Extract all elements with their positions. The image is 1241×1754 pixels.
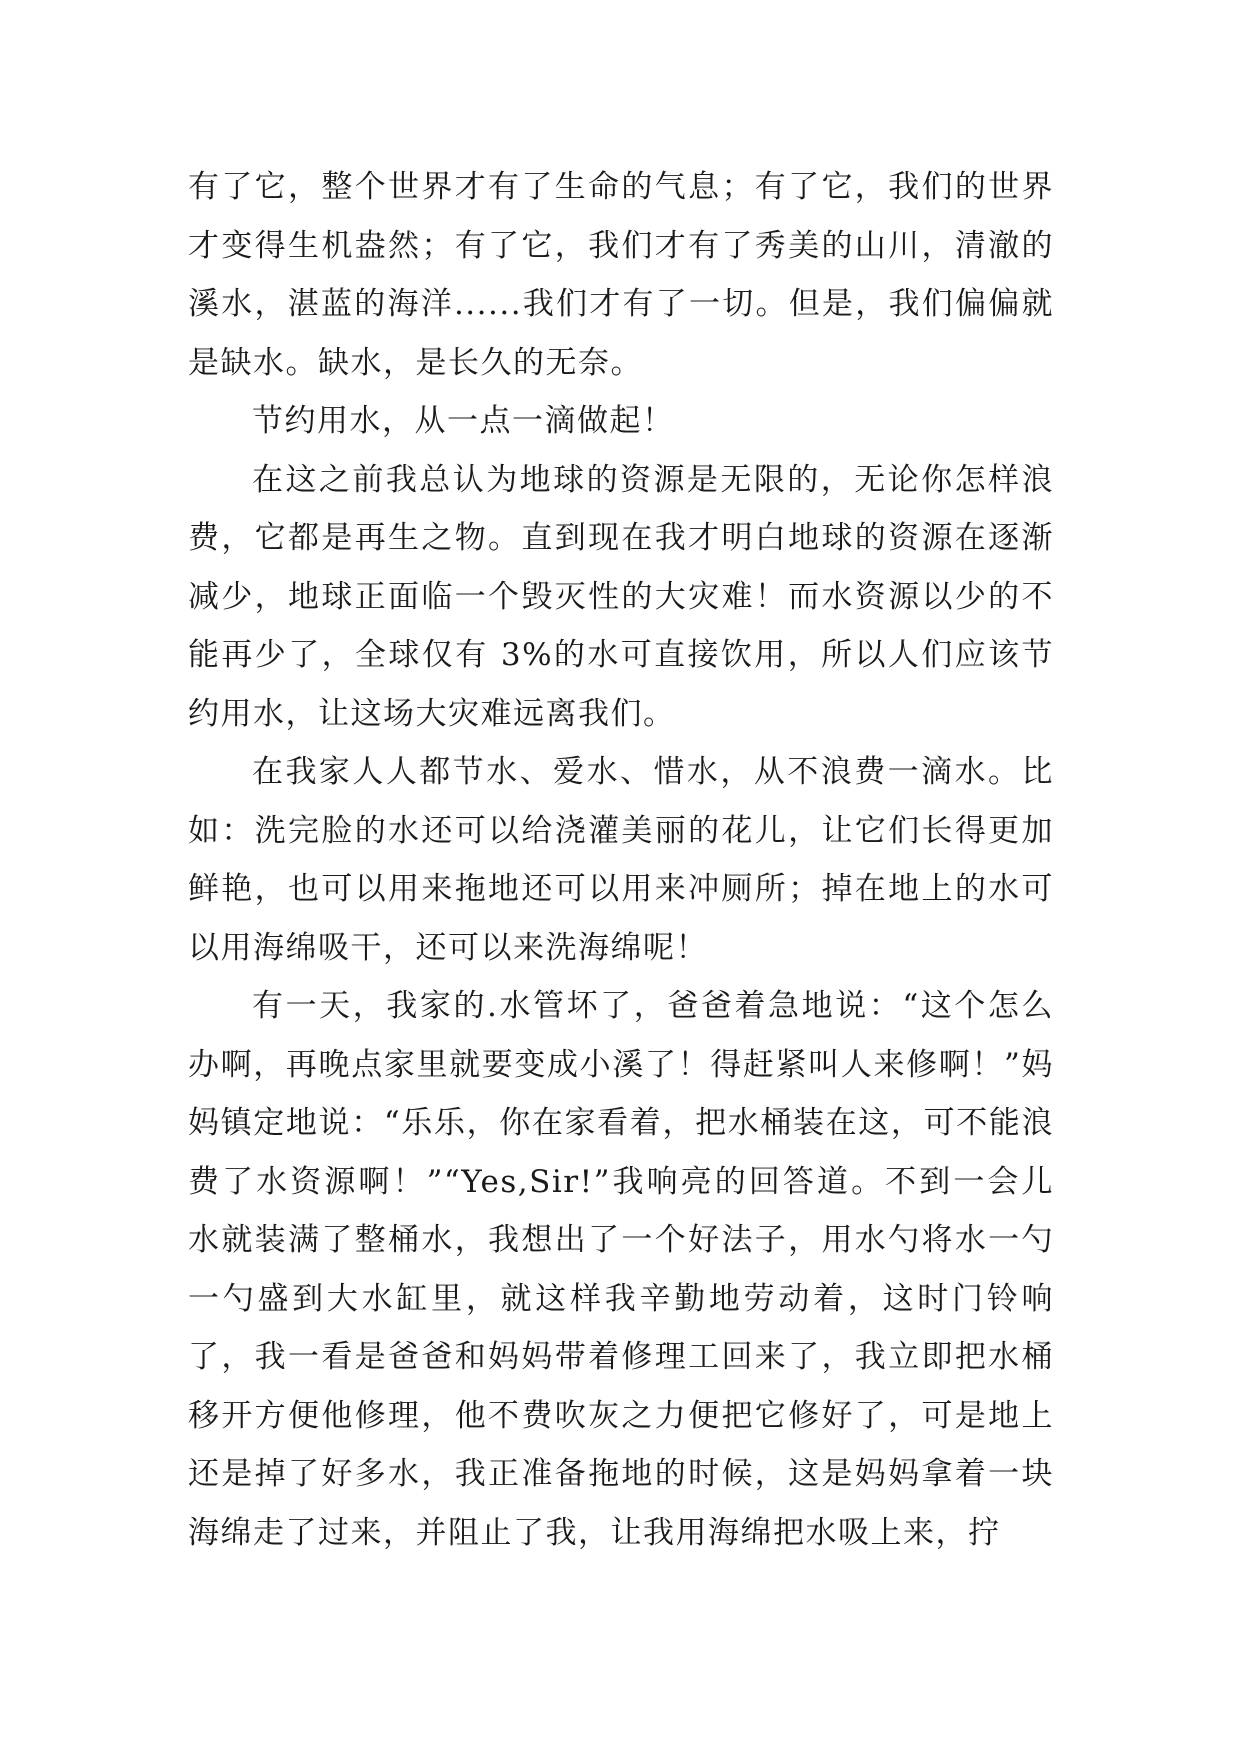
paragraph-2: 节约用水，从一点一滴做起！ <box>252 403 675 439</box>
paragraph-5: 有一天，我家的.水管坏了，爸爸着急地说：“这个怎么办啊，再晚点家里就要变成小溪了！得赶紧叫人来修啊！”妈妈镇定地说：“乐乐，你在家看着，把水桶装在这，可不能浪费了水资源啊！”“Yes,Sir!”我响亮的回答道。不到一会儿水就装满了整桶水，我想出了一个好法子，用水勺将水一勺一勺盛到大水缸里，就这样我辛勤地劳动着，这时门铃响了，我一看是爸爸和妈妈带着修理工回来了，我立即把水桶移开方便他修理，他不费吹灰之力便把它修好了，可是地上还是掉了好多水，我正准备拖地的时候，这是妈妈拿着一块海绵走了过来，并阻止了我，让我用海绵把水吸上来，拧 <box>188 988 1054 1551</box>
paragraph-3: 在这之前我总认为地球的资源是无限的，无论你怎样浪费，它都是再生之物。直到现在我才明白地球的资源在逐渐减少，地球正面临一个毁灭性的大灾难！而水资源以少的不能再少了，全球仅有 3%的水可直接饮用，所以人们应该节约用水，让这场大灾难远离我们。 <box>188 461 1054 732</box>
paragraph-4: 在我家人人都节水、爱水、惜水，从不浪费一滴水。比如：洗完脸的水还可以给浇灌美丽的花儿，让它们长得更加鲜艳，也可以用来拖地还可以用来冲厕所；掉在地上的水可以用海绵吸干，还可以来洗海绵呢！ <box>188 754 1054 966</box>
paragraph-1: 有了它，整个世界才有了生命的气息；有了它，我们的世界才变得生机盎然；有了它，我们才有了秀美的山川，清澈的溪水，湛蓝的海洋......我们才有了一切。但是，我们偏偏就是缺水。缺水，是长久的无奈。 <box>188 169 1054 381</box>
document-body <box>188 158 1054 1562</box>
